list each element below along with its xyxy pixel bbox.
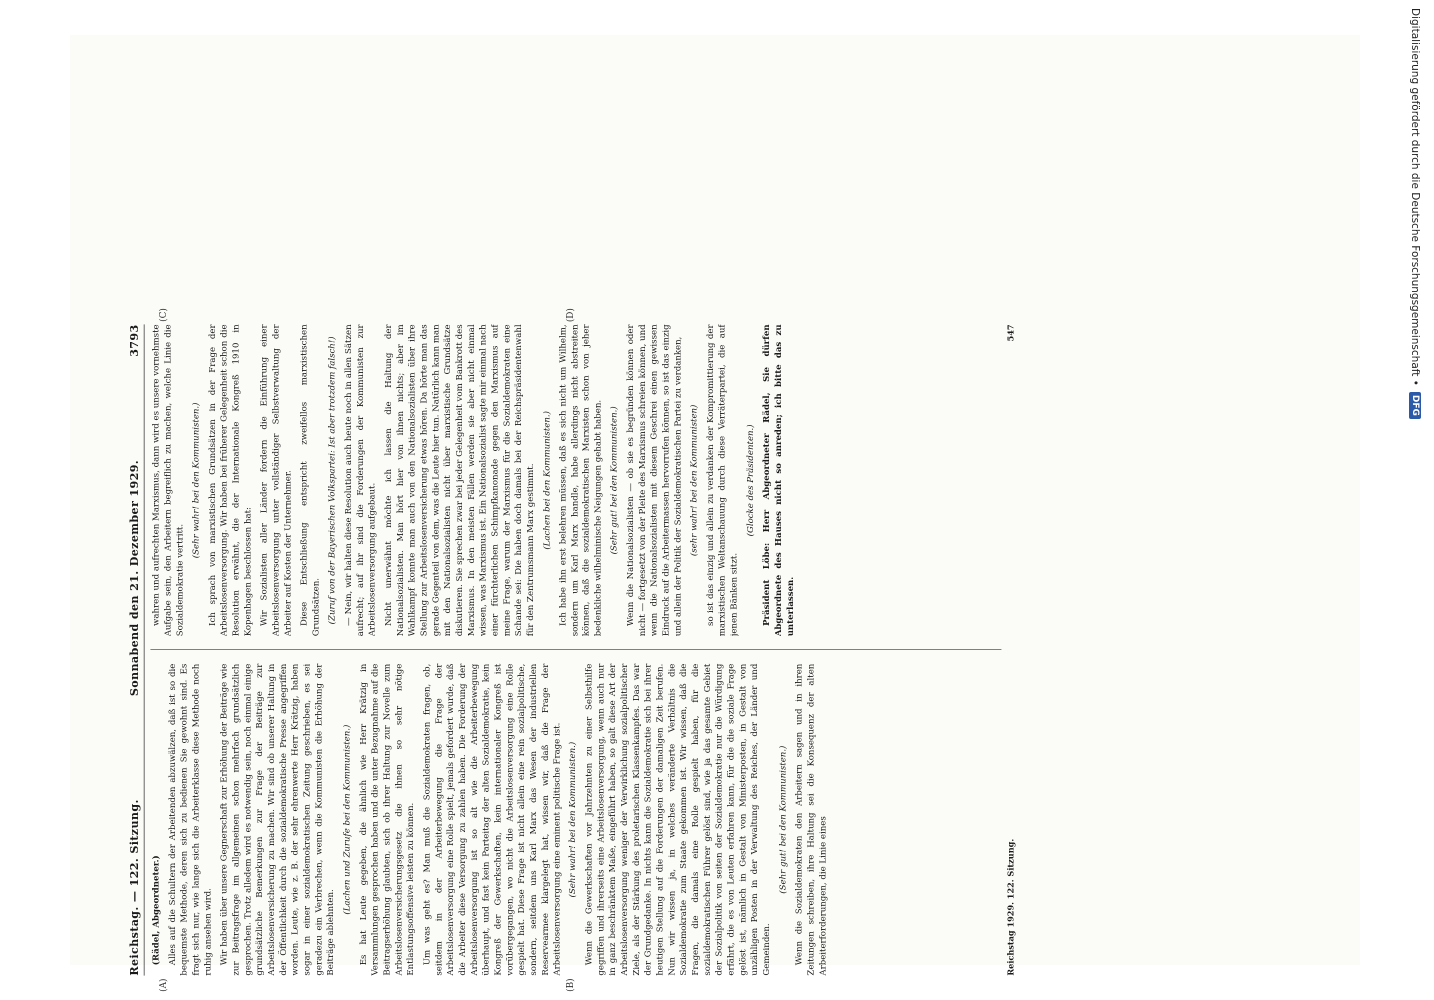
margin-marker-a: (A) (157, 978, 169, 992)
text-column-right (150, 324, 1001, 636)
speaker-line: (Rädel, Abgeordneter.) (150, 855, 161, 966)
interjection: (Sehr wahr! bei den Kommunisten.) (567, 741, 578, 898)
paragraph: Diese Entschließung entspricht zweifellos marxistischen Grundsätzen. (298, 324, 321, 637)
page-footer (1006, 324, 1016, 975)
interjection: (sehr wahr! bei den Kommunisten) (688, 404, 700, 557)
column-divider (150, 650, 1001, 651)
page-header (127, 324, 144, 975)
paragraph: wahren und aufrechten Marxismus, dann wird es unsere vornehmste Aufgabe sein, den Arbeitern begreiflich zu machen, welche Linie die Sozialdemokratie vertritt. (150, 324, 185, 637)
digitization-stamp (1404, 8, 1430, 988)
interjection: (Sehr gut! bei den Kommunisten.) (608, 406, 620, 555)
paragraph: Ich sprach von marxistischen Grundsätzen in der Frage der Arbeitslosenversorgung. Wir haben bei früherer Gelegenheit schon die Resolution erwähnt, die der Internationale Kongreß 1910 in Kopenhagen beschlossen hat: (206, 324, 253, 637)
header-session: Reichstag. — 122. Sitzung. (127, 799, 141, 976)
paragraph: Es hat Leute gegeben, die ähnlich wie Herr Krätzig in Versammlungen gesprochen haben und die unter Bezugnahme auf die Beitragserhöhung glaubten, sich ob ihrer Haltung zur Novelle zum Arbeitslosenversicherungsgesetz die ihnen so sehr nötige Entlastungsoffensive leisten zu können. (357, 663, 416, 976)
header-date: Sonnabend den 21. Dezember 1929. (127, 459, 141, 697)
text-column-left (150, 664, 1001, 976)
interjection: (Glocke des Präsidenten.) (744, 424, 756, 537)
speaker-line: Präsident Löbe: Herr Abgeordneter Rädel, Sie dürfen Abgeordnete des Hauses nicht so anreden; ich bitte das zu unterlassen. (761, 324, 796, 637)
margin-marker-b: (B) (564, 978, 576, 992)
margin-marker-c: (C) (157, 308, 169, 322)
interjection: (Lachen und Zurufe bei den Kommunisten.) (341, 724, 352, 915)
paragraph: — Nein, wir halten diese Resolution auch heute noch in allen Sätzen aufrecht; auf ihr sind die Forderungen der Kommunisten zur Arbeitslosenversorgung aufgebaut. (342, 324, 377, 637)
dfg-logo: DFG (1409, 392, 1421, 419)
interjection: (Lachen bei den Kommunisten.) (540, 411, 552, 550)
paragraph: so ist das einzig und allein zu verdanken der Kompromittierung der marxistischen Weltanschauung durch diese Verräterpartei, die auf jenen Bänken sitzt. (704, 324, 739, 637)
interjection: (Sehr gut! bei den Kommunisten.) (777, 745, 788, 894)
paragraph: Wenn die Sozialdemokraten den Arbeitern sagen und in ihren Zeitungen schreiben, ihre Haltung sei die Konsequenz der alten Arbeiterforderungen, die Linie eines (793, 663, 828, 976)
margin-marker-d: (D) (564, 308, 576, 323)
paragraph: Um was geht es? Man muß die Sozialdemokraten fragen, ob, seitdem in der Arbeiterbewegung die Frage der Arbeitslosenversorgung eine Rolle spielt, jemals gefordert wurde, daß die Arbeiter diese Versorgung zu zahlen haben. Die Forderung der Arbeitslosenversorgung ist so alt wie die Arbeiterbewegung überhaupt, und fast kein Parteitag der alten Sozialdemokratie, kein Kongreß der Gewerkschaften, kein internationaler Kongreß ist vorübergegangen, wo nicht die Arbeitslosenversorgung eine Rolle gespielt hat. Diese Frage ist nicht allein eine rein sozialpolitische, sondern, seitdem uns Karl Marx das Wesen der industriellen Reservearmee klargelegt hat, wissen wir, daß die Frage der Arbeitslosenversorgung eine eminent politische Frage ist. (421, 663, 562, 976)
footer-page-number: 547 (1005, 324, 1016, 342)
footer-session: Reichstag 1929. 122. Sitzung. (1005, 838, 1016, 976)
paragraph: Wir Sozialisten aller Länder fordern die Einführung einer Arbeitslosenversorgung unter vollständiger Selbstverwaltung der Arbeiter auf Kosten der Unternehmer. (258, 324, 293, 637)
paragraph: Wenn die Nationalsozialisten — ob sie es begründen können oder nicht — fortgesetzt von der Pleite des Marxismus schreien können, und wenn die Nationalsozialisten mit diesem Geschrei einen gewissen Eindruck auf die Arbeitermassen hervorrufen können, so ist das einzig und allein der Politik der Sozialdemokratischen Partei zu verdanken, (625, 324, 683, 637)
interjection: (Zuruf von der Bayerischen Volkspartei: Ist aber trotzdem falsch!) (326, 336, 337, 625)
interjection: (Sehr wahr! bei den Kommunisten.) (190, 402, 201, 559)
stamp-text: Digitalisierung gefördert durch die Deutsche Forschungsgemeinschaft • (1409, 8, 1421, 386)
header-page-number: 3793 (127, 324, 141, 357)
paragraph: Nicht unerwähnt möchte ich lassen die Haltung der Nationalsozialisten. Man hört hier von ihnen nichts; aber im Wahlkampf konnte man auch von den Nationalsozialisten über ihre Stellung zur Arbeitslosenversicherung etwas hören. Da hörte man das gerade Gegenteil von dem, was die Leute hier tun. Natürlich kann man mit den Nationalsozialisten nicht über marxistische Grundsätze diskutieren. Sie sprechen zwar bei jeder Gelegenheit vom Bankrott des Marxismus. In den meisten Fällen werden sie aber nicht einmal wissen, was Marxismus ist. Ein Nationalsozialist sagte mir einmal nach einer fürchterlichen Schimpfkanonade gegen den Marxismus auf meine Frage, warum der Marxismus für die Sozialdemokraten eine Schande sei: Die haben doch damals bei der Reichspräsidentenwahl für den Zentrumsmann Marx gestimmt. (382, 324, 535, 637)
paragraph: Wir haben über unsere Gegnerschaft zur Erhöhung der Beiträge wie zur Beitragsfrage im allgemeinen schon mehrfach grundsätzlich gesprochen. Trotz alledem wird es notwendig sein, noch einmal einige grundsätzliche Bemerkungen zur Frage der Beiträge zur Arbeitslosenversicherung zu machen. Wir sind ob unserer Haltung in der Öffentlichkeit durch die sozialdemokratische Presse angegriffen worden. Leute, wie z. B. der sehr ehrenwerte Herr Krätzig, haben sogar in einer sozialdemokratischen Zeitung geschrieben, es sei geradezu ein Verbrechen, wenn die Kommunisten die Erhöhung der Beiträge ablehnten. (218, 663, 336, 976)
paragraph: Ich habe ihn erst belehren müssen, daß es sich nicht um Wilhelm, sondern um Karl Marx handle, habe allerdings nicht abstreiten können, daß die sozialdemokratischen Marxisten schon von jeher bedenkliche wilhelminische Neigungen gehabt haben. (557, 324, 603, 637)
paragraph: Wenn die Gewerkschaften vor Jahrzehnten zu einer Selbsthilfe gegriffen und ihrerseits eine Arbeitslosenversorgung, wenn auch nur in ganz beschränktem Maße, eingeführt haben, so galt diese Art der Arbeitslosenversorgung weniger der Verwirklichung sozialpolitischer Ziele, als der Stärkung des proletarischen Klassenkampfes. Das war der Grundgedanke. In nichts kann die Sozialdemokratie sich bei ihrer heutigen Stellung auf die Forderungen der damaligen Zeit berufen. Nun wir wissen ja, in welches veränderte Verhältnis die Sozialdemokratie zum Staate gekommen ist. Wir wissen, daß die Fragen, die damals eine Rolle gespielt haben, für die sozialdemokratischen Führer gelöst sind, wie ja das gesamte Gebiet der Sozialpolitik von seiten der Sozialdemokratie nur die Würdigung erfährt, die es von Leuten erfahren kann, für die die soziale Frage gelöst ist, nämlich in Gestalt von Ministerposten, in Gestalt von unzähligen Posten in der Verwaltung des Reiches, der Länder und Gemeinden. (583, 663, 772, 976)
scanned-page-area (70, 35, 1360, 992)
rotated-document-page (127, 308, 1052, 992)
paragraph: Alles auf die Schultern der Arbeitenden abzuwälzen, daß ist so die bequemste Methode, deren sich zu bedienen Sie gewohnt sind. Es fragt sich nur, wie lange sich die Arbeiterklasse diese Methode noch ruhig ansehen wird. (166, 663, 213, 976)
